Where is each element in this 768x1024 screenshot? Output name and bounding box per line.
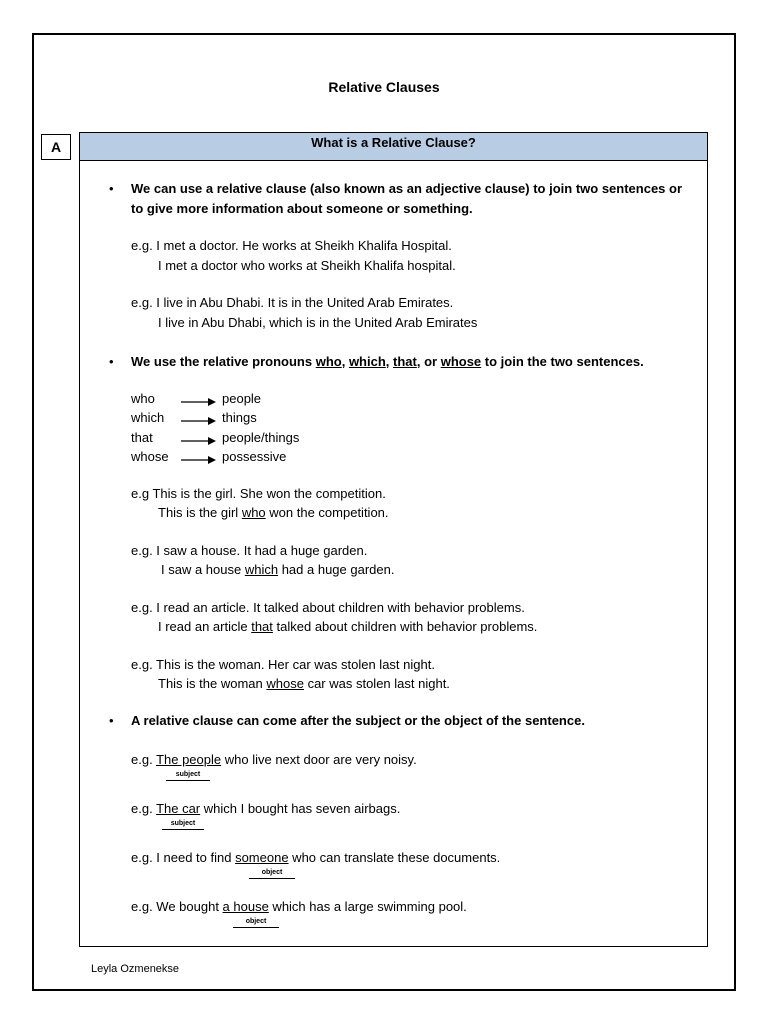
point2-example4b: This is the woman whose car was stolen last night. bbox=[158, 676, 450, 691]
point2-example2b: I saw a house which had a huge garden. bbox=[161, 562, 395, 577]
point3-example4: e.g. We bought a house which has a large swimming pool. bbox=[131, 899, 467, 914]
pronoun-that: that bbox=[131, 430, 153, 445]
arrow-icon bbox=[181, 455, 217, 465]
arrow-icon bbox=[181, 397, 217, 407]
point2-example4a: e.g. This is the woman. Her car was stolen last night. bbox=[131, 657, 435, 672]
point1-example2a: e.g. I live in Abu Dhabi. It is in the United Arab Emirates. bbox=[131, 295, 454, 310]
point3-example3: e.g. I need to find someone who can translate these documents. bbox=[131, 850, 501, 865]
object-underline bbox=[249, 878, 295, 879]
pronoun-which-use: things bbox=[222, 410, 257, 425]
section-heading: What is a Relative Clause? bbox=[80, 133, 707, 161]
point2-example1b: This is the girl who won the competition. bbox=[158, 505, 389, 520]
bullet-1: • bbox=[109, 181, 114, 196]
section-label: A bbox=[41, 134, 71, 160]
pronoun-who: who bbox=[131, 391, 155, 406]
pronoun-who-use: people bbox=[222, 391, 262, 406]
bullet-3: • bbox=[109, 713, 114, 728]
object-tag: object bbox=[261, 869, 283, 876]
point3-example2: e.g. The car which I bought has seven airbags. bbox=[131, 801, 401, 816]
bullet-2: • bbox=[109, 354, 114, 369]
point1-example1b: I met a doctor who works at Sheikh Khalifa hospital. bbox=[158, 258, 456, 273]
point1-example2b: I live in Abu Dhabi, which is in the United Arab Emirates bbox=[158, 315, 478, 330]
arrow-icon bbox=[181, 416, 217, 426]
point2-line: We use the relative pronouns who, which, that, or whose to join the two sentences. bbox=[131, 354, 644, 369]
point2-example3a: e.g. I read an article. It talked about children with behavior problems. bbox=[131, 600, 525, 615]
subject-underline bbox=[162, 829, 204, 830]
pronoun-that-use: people/things bbox=[222, 430, 300, 445]
object-tag: object bbox=[245, 918, 267, 925]
point1-line1: We can use a relative clause (also known as an adjective clause) to join two sentences or bbox=[131, 181, 683, 196]
subject-tag: subject bbox=[170, 820, 196, 827]
arrow-icon bbox=[181, 436, 217, 446]
pronoun-whose: whose bbox=[131, 449, 169, 464]
object-underline bbox=[233, 927, 279, 928]
subject-underline bbox=[166, 780, 210, 781]
point1-line2: to give more information about someone or something. bbox=[131, 201, 473, 216]
point3-example1: e.g. The people who live next door are very noisy. bbox=[131, 752, 417, 767]
point1-example1a: e.g. I met a doctor. He works at Sheikh Khalifa Hospital. bbox=[131, 238, 452, 253]
point2-example2a: e.g. I saw a house. It had a huge garden. bbox=[131, 543, 368, 558]
subject-tag: subject bbox=[175, 771, 201, 778]
point2-example3b: I read an article that talked about children with behavior problems. bbox=[158, 619, 538, 634]
footer-author: Leyla Ozmenekse bbox=[91, 963, 180, 975]
point2-example1a: e.g This is the girl. She won the competition. bbox=[131, 486, 386, 501]
pronoun-which: which bbox=[131, 410, 165, 425]
page-title: Relative Clauses bbox=[328, 79, 440, 95]
point3-line: A relative clause can come after the subject or the object of the sentence. bbox=[131, 713, 585, 728]
pronoun-whose-use: possessive bbox=[222, 449, 287, 464]
